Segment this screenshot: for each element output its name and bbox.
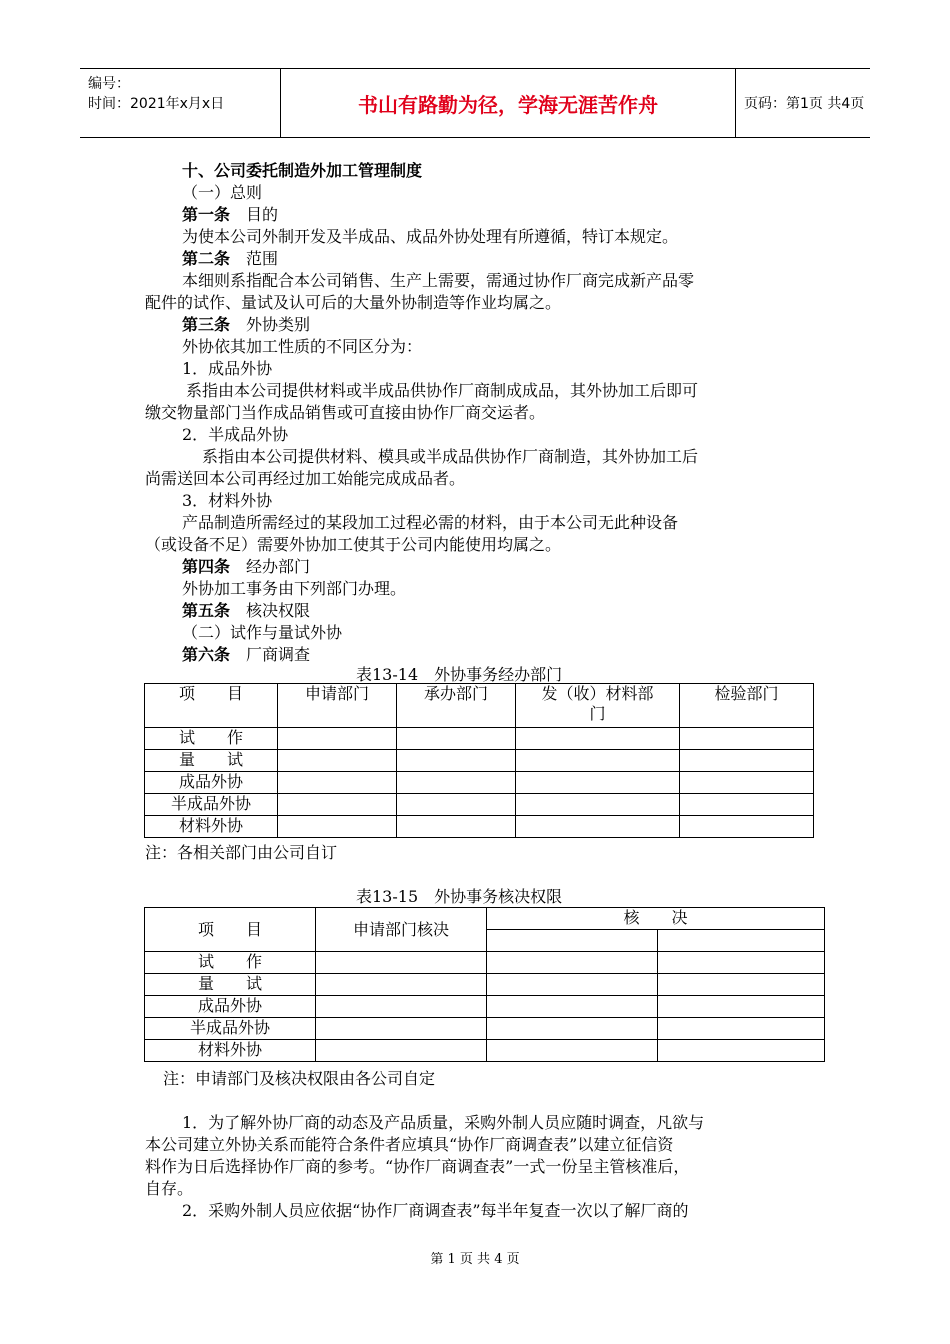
table-row xyxy=(145,816,814,838)
table-row xyxy=(145,772,814,794)
table-header-row xyxy=(145,684,814,728)
paragraph-line: 产品制造所需经过的某段加工过程必需的材料，由于本公司无此种设备 xyxy=(182,513,679,532)
table-cell xyxy=(316,1018,487,1040)
table-cell xyxy=(680,728,814,750)
table-cell xyxy=(487,952,658,974)
row-label: 半成品外协 xyxy=(145,794,278,816)
table1-caption: 表13-14 外协事务经办部门 xyxy=(356,665,563,684)
paragraph-line: 本细则系指配合本公司销售、生产上需要，需通过协作厂商完成新产品零 xyxy=(182,271,695,290)
row-label: 半成品外协 xyxy=(145,1018,316,1040)
table-cell xyxy=(658,996,825,1018)
table-cell xyxy=(658,930,825,952)
table-cell xyxy=(316,952,487,974)
article-title: 范围 xyxy=(230,249,279,268)
table-cell xyxy=(680,772,814,794)
table-cell xyxy=(487,1018,658,1040)
table-cell xyxy=(397,816,516,838)
paragraph-line: 缴交物量部门当作成品销售或可直接由协作厂商交运者。 xyxy=(145,403,546,422)
header-motto: 书山有路勤为径，学海无涯苦作舟 xyxy=(280,69,736,137)
subsection-trial: （二）试作与量试外协 xyxy=(182,623,343,642)
list-item-heading: 3．材料外协 xyxy=(182,491,273,510)
table-row xyxy=(145,750,814,772)
table-cell xyxy=(278,772,397,794)
paragraph-line: 本公司建立外协关系而能符合条件者应填具“协作厂商调查表”以建立征信资 xyxy=(145,1135,674,1154)
table-row xyxy=(145,1040,825,1062)
table-cell xyxy=(680,794,814,816)
table-header-row xyxy=(145,908,825,930)
table-cell xyxy=(680,816,814,838)
table-cell xyxy=(516,816,680,838)
page-header xyxy=(80,68,870,138)
table-row xyxy=(145,728,814,750)
table-header-cell xyxy=(516,684,680,728)
table-row xyxy=(145,794,814,816)
table-cell xyxy=(516,750,680,772)
section-title: 十、公司委托制造外加工管理制度 xyxy=(182,161,423,180)
paragraph-line: 自存。 xyxy=(145,1179,194,1198)
table2 xyxy=(144,907,825,1062)
table-row xyxy=(145,996,825,1018)
row-label: 试 作 xyxy=(145,728,278,750)
table-header-cell: 核 决 xyxy=(487,908,825,930)
table-header-cell: 项 目 xyxy=(145,908,316,952)
paragraph-line: （或设备不足）需要外协加工使其于公司内能使用均属之。 xyxy=(145,535,562,554)
table-cell xyxy=(658,952,825,974)
table-cell xyxy=(278,750,397,772)
article-1 xyxy=(182,204,278,226)
table-cell xyxy=(487,930,658,952)
article-number: 第四条 xyxy=(182,557,231,576)
page-footer: 第 1 页 共 4 页 xyxy=(430,1252,520,1267)
table-header-cell: 检验部门 xyxy=(680,684,814,728)
row-label: 量 试 xyxy=(145,750,278,772)
paragraph-line: 系指由本公司提供材料或半成品供协作厂商制成成品，其外协加工后即可 xyxy=(186,381,699,400)
article-number: 第五条 xyxy=(182,601,231,620)
article-5 xyxy=(182,600,310,622)
table-header-cell: 申请部门核决 xyxy=(316,908,487,952)
table-cell xyxy=(316,974,487,996)
row-label: 材料外协 xyxy=(145,1040,316,1062)
paragraph-line: 外协依其加工性质的不同区分为： xyxy=(182,337,423,356)
code-label: 编号： xyxy=(88,76,130,92)
list-item-heading: 2．半成品外协 xyxy=(182,425,289,444)
row-label: 量 试 xyxy=(145,974,316,996)
header-page-label: 页码：第1页 共4页 xyxy=(744,96,865,112)
paragraph-line: 2．采购外制人员应依据“协作厂商调查表”每半年复查一次以了解厂商的 xyxy=(182,1201,689,1220)
row-label: 成品外协 xyxy=(145,772,278,794)
article-number: 第三条 xyxy=(182,315,231,334)
paragraph-line: 配件的试作、量试及认可后的大量外协制造等作业均属之。 xyxy=(145,293,562,312)
article-title: 经办部门 xyxy=(230,557,311,576)
table-row xyxy=(145,1018,825,1040)
header-text: 发（收）材料部 xyxy=(541,684,654,703)
table-cell xyxy=(516,728,680,750)
table-cell xyxy=(397,772,516,794)
table-header-cell: 承办部门 xyxy=(397,684,516,728)
paragraph-line: 1．为了解外协厂商的动态及产品质量，采购外制人员应随时调查，凡欲与 xyxy=(182,1113,705,1132)
table-cell xyxy=(487,974,658,996)
article-title: 外协类别 xyxy=(230,315,311,334)
article-title: 厂商调查 xyxy=(230,645,311,664)
table-cell xyxy=(278,794,397,816)
table2-note: 注：申请部门及核决权限由各公司自定 xyxy=(163,1069,436,1088)
row-label: 试 作 xyxy=(145,952,316,974)
paragraph-line: 为使本公司外制开发及半成品、成品外协处理有所遵循，特订本规定。 xyxy=(182,227,679,246)
header-text-wrap: 门 xyxy=(589,704,606,723)
time-label: 时间：2021年x月x日 xyxy=(88,96,225,112)
table-cell xyxy=(487,1040,658,1062)
paragraph-line: 系指由本公司提供材料、模具或半成品供协作厂商制造，其外协加工后 xyxy=(202,447,699,466)
table-cell xyxy=(278,816,397,838)
table2-caption: 表13-15 外协事务核决权限 xyxy=(356,887,563,906)
table-cell xyxy=(658,1040,825,1062)
row-label: 成品外协 xyxy=(145,996,316,1018)
header-meta xyxy=(80,69,280,137)
row-label: 材料外协 xyxy=(145,816,278,838)
article-6 xyxy=(182,644,310,666)
article-title: 核决权限 xyxy=(230,601,311,620)
article-number: 第六条 xyxy=(182,645,231,664)
table-cell xyxy=(397,750,516,772)
article-2 xyxy=(182,248,278,270)
list-item-heading: 1．成品外协 xyxy=(182,359,273,378)
article-3 xyxy=(182,314,310,336)
table-cell xyxy=(516,794,680,816)
table-cell xyxy=(397,728,516,750)
paragraph-line: 尚需送回本公司再经过加工始能完成成品者。 xyxy=(145,469,466,488)
table-cell xyxy=(658,1018,825,1040)
table-cell xyxy=(278,728,397,750)
article-4 xyxy=(182,556,310,578)
table-header-cell: 申请部门 xyxy=(278,684,397,728)
table1-note: 注：各相关部门由公司自订 xyxy=(145,843,338,862)
article-title: 目的 xyxy=(230,205,279,224)
table-header-cell: 项 目 xyxy=(145,684,278,728)
paragraph-line: 外协加工事务由下列部门办理。 xyxy=(182,579,407,598)
table1 xyxy=(144,683,814,838)
article-number: 第一条 xyxy=(182,205,231,224)
subsection-general: （一）总则 xyxy=(182,183,263,202)
table-cell xyxy=(680,750,814,772)
article-number: 第二条 xyxy=(182,249,231,268)
table-cell xyxy=(316,1040,487,1062)
table-cell xyxy=(397,794,516,816)
table-cell xyxy=(658,974,825,996)
table-cell xyxy=(516,772,680,794)
table-cell xyxy=(316,996,487,1018)
table-cell xyxy=(487,996,658,1018)
table-row xyxy=(145,974,825,996)
table-row xyxy=(145,952,825,974)
paragraph-line: 料作为日后选择协作厂商的参考。“协作厂商调查表”一式一份呈主管核准后， xyxy=(145,1157,690,1176)
